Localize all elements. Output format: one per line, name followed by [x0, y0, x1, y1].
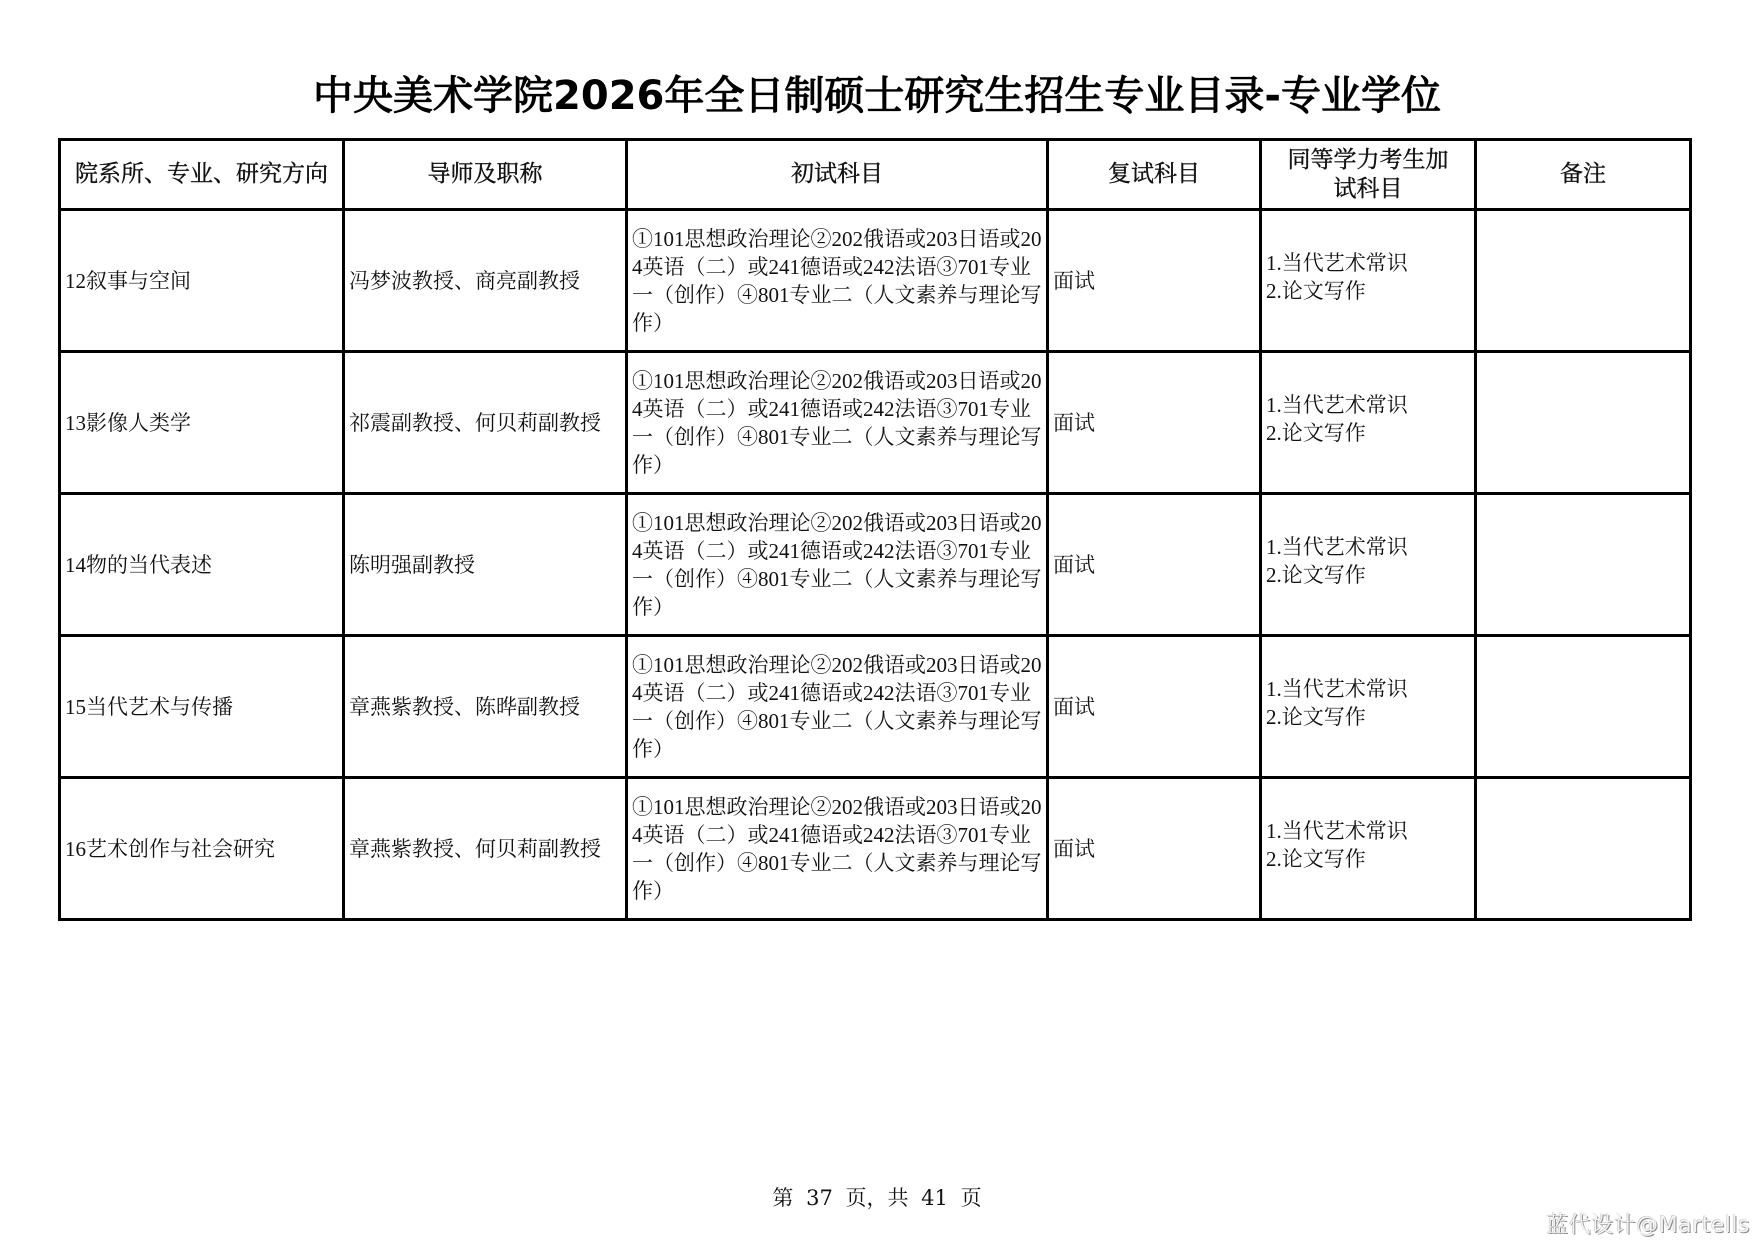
cell-initial-exam: ①101思想政治理论②202俄语或203日语或204英语（二）或241德语或242法语③701专业一（创作）④801专业二（人文素养与理论写作）: [627, 352, 1048, 494]
watermark: 蓝代设计@Martells: [1546, 1213, 1750, 1238]
cell-direction: 14物的当代表述: [60, 494, 344, 636]
cell-direction: 15当代艺术与传播: [60, 636, 344, 778]
extra-exam-item: 2.论文写作: [1266, 704, 1366, 729]
cell-supervisors: 陈明强副教授: [344, 494, 627, 636]
extra-exam-item: 1.当代艺术常识: [1266, 534, 1408, 559]
program-catalog-table: [58, 138, 1692, 921]
cell-remarks: [1476, 636, 1691, 778]
extra-exam-item: 2.论文写作: [1266, 846, 1366, 871]
header-initial-exam: 初试科目: [627, 140, 1048, 210]
table-row: [60, 352, 1691, 494]
header-retest: 复试科目: [1048, 140, 1261, 210]
cell-extra-exam: [1261, 636, 1476, 778]
cell-direction: 16艺术创作与社会研究: [60, 778, 344, 920]
extra-exam-item: 1.当代艺术常识: [1266, 818, 1408, 843]
cell-initial-exam: ①101思想政治理论②202俄语或203日语或204英语（二）或241德语或242法语③701专业一（创作）④801专业二（人文素养与理论写作）: [627, 636, 1048, 778]
extra-exam-item: 1.当代艺术常识: [1266, 392, 1408, 417]
cell-retest: 面试: [1048, 352, 1261, 494]
extra-exam-item: 2.论文写作: [1266, 278, 1366, 303]
cell-extra-exam: [1261, 210, 1476, 352]
table-row: [60, 636, 1691, 778]
cell-extra-exam: [1261, 494, 1476, 636]
table-row: [60, 210, 1691, 352]
extra-exam-item: 2.论文写作: [1266, 562, 1366, 587]
header-supervisors: 导师及职称: [344, 140, 627, 210]
cell-extra-exam: [1261, 352, 1476, 494]
header-direction: 院系所、专业、研究方向: [60, 140, 344, 210]
cell-extra-exam: [1261, 778, 1476, 920]
cell-remarks: [1476, 494, 1691, 636]
cell-supervisors: 冯梦波教授、商亮副教授: [344, 210, 627, 352]
cell-retest: 面试: [1048, 636, 1261, 778]
extra-exam-item: 1.当代艺术常识: [1266, 676, 1408, 701]
page-indicator: 第 37 页，共 41 页: [772, 1186, 982, 1210]
header-extra-exam: 同等学力考生加试科目: [1261, 140, 1476, 210]
table-header-row: [60, 140, 1691, 210]
extra-exam-item: 1.当代艺术常识: [1266, 250, 1408, 275]
cell-initial-exam: ①101思想政治理论②202俄语或203日语或204英语（二）或241德语或242法语③701专业一（创作）④801专业二（人文素养与理论写作）: [627, 778, 1048, 920]
table-row: [60, 494, 1691, 636]
cell-remarks: [1476, 210, 1691, 352]
cell-supervisors: 章燕紫教授、陈晔副教授: [344, 636, 627, 778]
cell-supervisors: 章燕紫教授、何贝莉副教授: [344, 778, 627, 920]
cell-remarks: [1476, 352, 1691, 494]
cell-initial-exam: ①101思想政治理论②202俄语或203日语或204英语（二）或241德语或242法语③701专业一（创作）④801专业二（人文素养与理论写作）: [627, 494, 1048, 636]
cell-retest: 面试: [1048, 778, 1261, 920]
cell-retest: 面试: [1048, 494, 1261, 636]
cell-direction: 13影像人类学: [60, 352, 344, 494]
extra-exam-item: 2.论文写作: [1266, 420, 1366, 445]
table-row: [60, 778, 1691, 920]
cell-supervisors: 祁震副教授、何贝莉副教授: [344, 352, 627, 494]
header-remarks: 备注: [1476, 140, 1691, 210]
cell-initial-exam: ①101思想政治理论②202俄语或203日语或204英语（二）或241德语或242法语③701专业一（创作）④801专业二（人文素养与理论写作）: [627, 210, 1048, 352]
cell-retest: 面试: [1048, 210, 1261, 352]
document-title: 中央美术学院2026年全日制硕士研究生招生专业目录-专业学位: [313, 73, 1441, 119]
cell-remarks: [1476, 778, 1691, 920]
cell-direction: 12叙事与空间: [60, 210, 344, 352]
